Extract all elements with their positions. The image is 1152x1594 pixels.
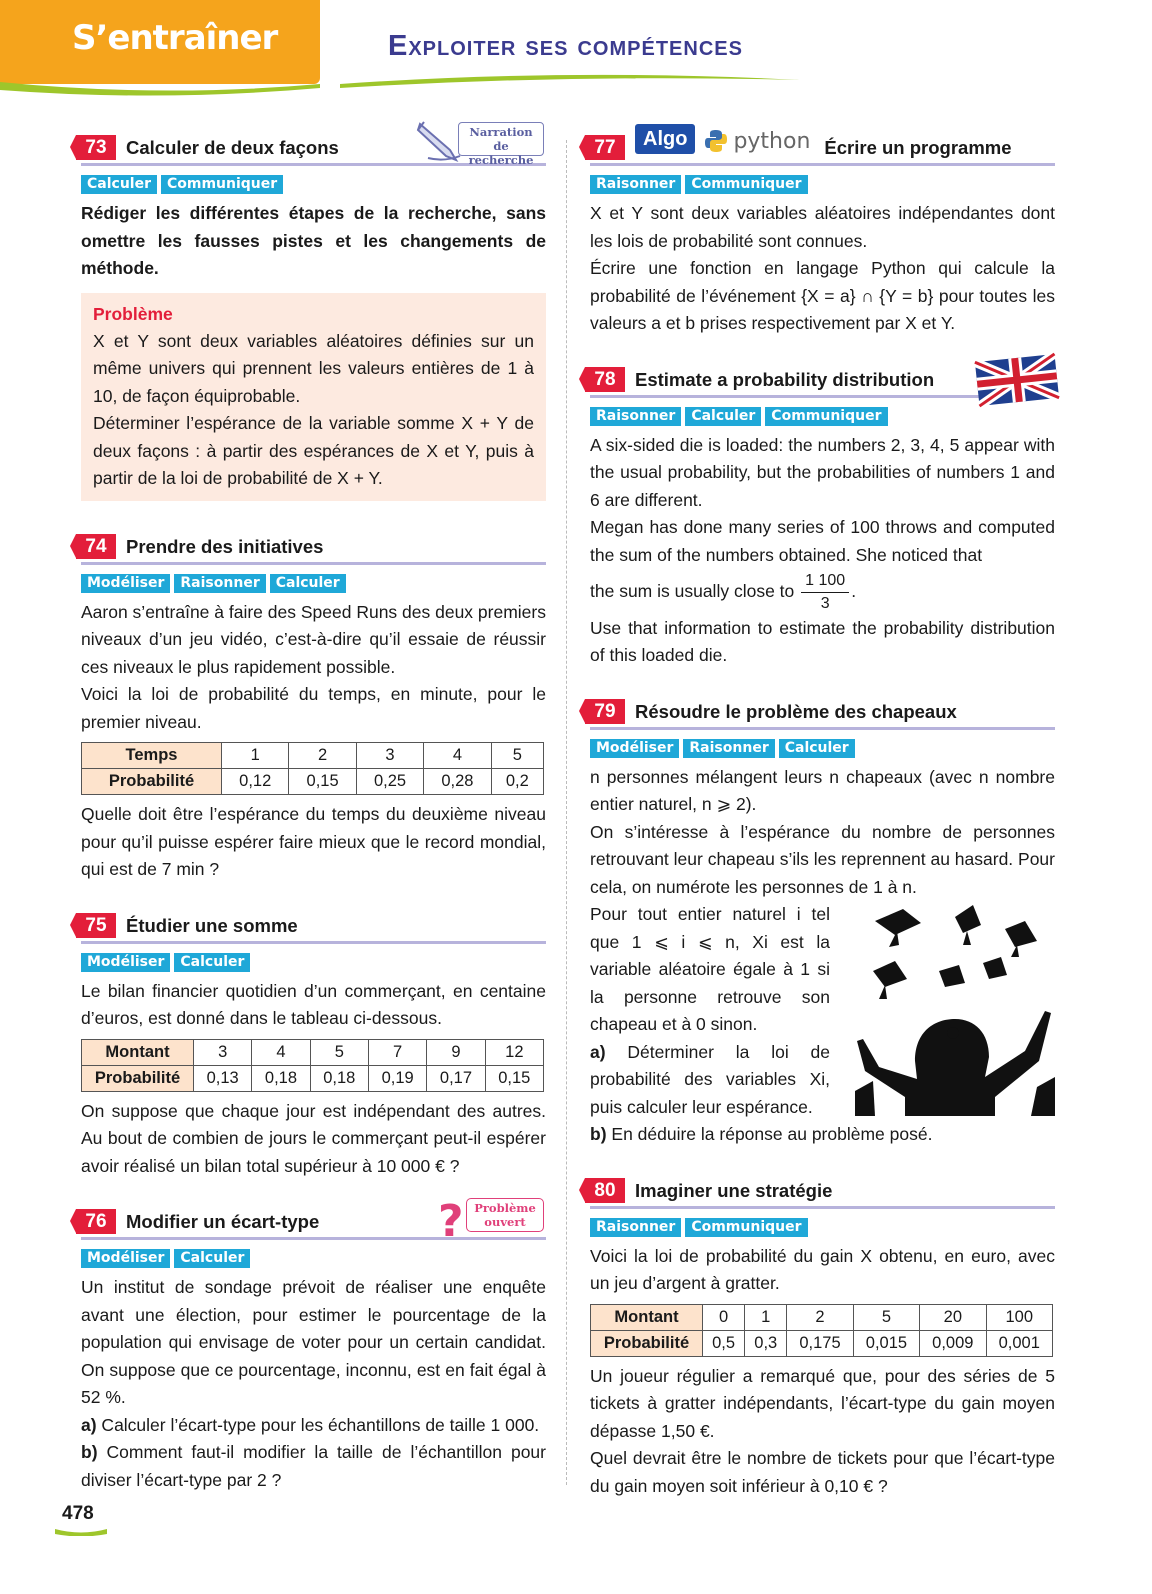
text-segment: the sum is usually close to [590,581,795,601]
open-problem-badge [434,1196,544,1247]
exercise-title: Imaginer une stratégie [635,1179,833,1201]
exercise-title: Étudier une somme [126,914,298,936]
skill-tag: Calculer [270,574,346,593]
skill-tags [590,175,1055,194]
table-cell: 0,2 [491,769,543,795]
exercise-title: Calculer de deux façons [126,137,339,158]
exercise-text: the sum is usually close to $\frac{1 100}{3}$ . [590,569,1055,615]
exercise-text: Le bilan financier quotidien d’un commerçant, en centaine d’euros, est donné dans le tableau ci-dessous. [81,980,546,1028]
badge-line: de recherche [468,139,534,167]
question-text: Calculer l’écart-type pour les échantillons de taille 1 000. [96,1414,540,1435]
skill-tags [81,574,546,593]
table-cell: 4 [252,1039,310,1065]
problem-title: Problème [93,303,173,324]
question-text: En déduire la réponse au problème posé. [606,1124,933,1145]
exercise-number: 79 [585,699,625,724]
fraction-numerator: 1 100 [801,570,849,593]
table-cell: 1 [222,743,289,769]
skill-tags [81,1249,546,1268]
skill-tag: Calculer [174,1249,250,1268]
skill-tags [590,407,1055,426]
exercise-text: Un joueur régulier a remarqué que, pour des séries de 5 tickets à gratter indépendants, l’écart-type du gain moyen dépasse 1,50 €. [590,1365,1055,1441]
skill-tag: Communiquer [685,1218,807,1237]
narration-badge [414,122,544,166]
open-problem-badge-label [466,1198,544,1232]
table-cell: 0,17 [427,1065,485,1091]
exercise-question: Quelle doit être l’espérance du temps du deuxième niveau pour qu’il puisse espérer faire mieux que le record mondial, qui est de 7 min ? [81,804,546,879]
page-number: 478 [62,1503,94,1524]
question-b [81,1439,546,1494]
table-cell: 0,18 [252,1065,310,1091]
table-cell: 1 [745,1304,787,1330]
table-cell: 12 [485,1039,543,1065]
question-label: b) [590,1124,607,1145]
exercise-75 [81,906,546,1181]
hats-section [590,901,1055,1121]
python-icon [703,128,729,154]
probability-table [81,742,544,795]
exercise-text: Pour tout entier naturel i tel que 1 ⩽ i ⩽ n, Xi est la variable aléatoire égale à 1 si la personne retrouve son chapeau et à 0 sinon. [590,904,830,1035]
question-text: Déterminer la loi de probabilité des variables Xi, puis calculer leur espérance. [590,1041,830,1117]
probability-table [81,1039,544,1092]
skill-tag: Modéliser [81,1249,170,1268]
table-cell: 0 [703,1304,745,1330]
skill-tag: Communiquer [685,175,807,194]
exercise-text: Voici la loi de probabilité du temps, en minute, pour le premier niveau. [81,684,546,732]
question-label: a) [81,1414,97,1435]
badge-line: ouvert [484,1215,526,1229]
exercise-text: Megan has done many series of 100 throws and computed the sum of the numbers obtained. She noticed that [590,517,1055,565]
skill-tag: Modéliser [590,739,679,758]
python-logo [703,128,810,154]
exercise-text: Voici la loi de probabilité du gain X obtenu, en euro, avec un jeu d’argent à gratter. [590,1245,1055,1294]
algo-badge: Algo [635,124,695,154]
table-row [82,769,544,795]
question-text: Comment faut-il modifier la taille de l’échantillon pour diviser l’écart-type par 2 ? [81,1442,546,1490]
table-header-cell: Probabilité [591,1330,703,1356]
table-cell: 0,28 [424,769,491,795]
exercise-text: Écrire une fonction en langage Python qui calcule la probabilité de l’événement {X = a} ∩ {Y = b} pour toutes les valeurs a et b prises respectivement par X et Y. [590,258,1055,333]
exercise-80 [590,1171,1055,1501]
exercise-title: Prendre des initiatives [126,535,324,557]
exercise-instruction: Rédiger les différentes étapes de la recherche, sans omettre les fausses pistes et les changements de méthode. [81,203,546,278]
exercise-74 [81,527,546,884]
table-cell: 20 [920,1304,986,1330]
table-cell: 2 [289,743,356,769]
exercise-text: Un institut de sondage prévoit de réaliser une enquête avant une élection, pour estimer le pourcentage de la population qui envisage de voter pour un certain candidat. On suppose que ce pourcentage, inconnu, est en fait égal à 52 %. [81,1277,546,1407]
exercise-title: Écrire un programme [824,137,1012,158]
table-cell: 0,5 [703,1330,745,1356]
probability-table [590,1304,1053,1357]
fraction [801,570,849,615]
skill-tag: Calculer [779,739,855,758]
table-cell: 0,18 [310,1065,368,1091]
exercise-76 [81,1196,546,1494]
skill-tag: Calculer [81,175,157,194]
exercise-header [81,906,546,944]
skill-tag: Calculer [174,953,250,972]
table-cell: 0,175 [787,1330,853,1356]
question-a [81,1412,546,1440]
table-cell: 0,12 [222,769,289,795]
skill-tags [81,175,546,194]
table-cell: 0,15 [289,769,356,795]
question-b [590,1121,1055,1149]
exercise-79 [590,692,1055,1149]
column-divider [566,140,567,1485]
exercise-header [590,1171,1055,1209]
exercise-header [81,1196,546,1247]
exercise-77 [590,128,1055,338]
exercise-title: Résoudre le problème des chapeaux [635,700,957,722]
table-cell: 0,15 [485,1065,543,1091]
uk-flag-icon [973,352,1061,408]
python-label: python [733,128,811,154]
exercise-number: 77 [585,135,625,160]
section-banner-label: S’entraîner [72,18,278,58]
problem-text: X et Y sont deux variables aléatoires définies sur un même univers qui prennent les valeurs entières de 1 à 10, de façon équiprobable. [93,330,534,406]
exercise-number: 76 [76,1209,116,1234]
skill-tag: Raisonner [590,1218,681,1237]
table-header-cell: Montant [591,1304,703,1330]
exercise-question: On suppose que chaque jour est indépendant des autres. Au bout de combien de jours le commerçant peut-il espérer avoir réalisé un bilan total supérieur à 10 000 € ? [81,1100,546,1176]
table-cell: 0,19 [368,1065,426,1091]
question-label: b) [81,1442,98,1462]
skill-tags [81,953,546,972]
title-swoosh-decoration [340,66,800,90]
skill-tag: Raisonner [590,407,681,426]
exercise-text: Aaron s’entraîne à faire des Speed Runs des deux premiers niveaux d’un jeu vidéo, c’est-à-dire qu’il essaie de réussir ces niveaux le plus rapidement possible. [81,601,546,677]
table-header-cell: Montant [82,1039,194,1065]
problem-box [81,293,546,501]
exercise-text: n personnes mélangent leurs n chapeaux (avec n nombre entier naturel, n ⩾ 2). [590,766,1055,815]
exercise-number: 78 [585,367,625,392]
question-label: a) [590,1041,606,1062]
exercise-title: Modifier un écart-type [126,1211,320,1232]
question-mark-icon: ? [438,1196,464,1247]
section-banner [0,0,320,84]
table-cell: 0,3 [745,1330,787,1356]
graduation-hats-illustration [855,901,1055,1116]
exercise-number: 80 [585,1178,625,1203]
table-header-cell: Probabilité [82,1065,194,1091]
exercise-78 [590,360,1055,670]
skill-tag: Communiquer [765,407,887,426]
exercise-title: Estimate a probability distribution [635,368,935,390]
table-header-cell: Temps [82,743,222,769]
badge-line: Problème [474,1201,536,1215]
table-cell: 0,25 [356,769,423,795]
skill-tag: Communiquer [161,175,283,194]
narration-badge-label [458,122,544,167]
skill-tag: Modéliser [81,953,170,972]
banner-underline-decoration [0,78,320,96]
right-column [590,128,1055,1522]
exercise-question: Use that information to estimate the probability distribution of this loaded die. [590,617,1055,666]
skill-tag: Raisonner [174,574,265,593]
table-cell: 0,13 [194,1065,252,1091]
exercise-73 [81,125,546,501]
exercise-question: Quel devrait être le nombre de tickets pour que l’écart-type du gain moyen soit inférieur à 0,10 € ? [590,1448,1055,1496]
table-cell: 5 [310,1039,368,1065]
skill-tag: Calculer [685,407,761,426]
table-row [591,1330,1053,1356]
exercise-header [590,360,1055,398]
table-cell: 2 [787,1304,853,1330]
skill-tag: Modéliser [81,574,170,593]
table-cell: 5 [853,1304,919,1330]
page-number-underline [55,1527,107,1536]
table-row [82,1039,544,1065]
exercise-text: On s’intéresse à l’espérance du nombre de personnes retrouvant leur chapeau s’ils les reprennent au hasard. Pour cela, on numérote les personnes de 1 à n. [590,821,1055,897]
exercise-text: A six-sided die is loaded: the numbers 2, 3, 4, 5 appear with the usual probability, but the probabilities of numbers 1 and 6 are different. [590,434,1055,510]
table-cell: 0,001 [986,1330,1052,1356]
skill-tag: Raisonner [590,175,681,194]
exercise-header [590,128,1055,166]
table-row [591,1304,1053,1330]
table-cell: 7 [368,1039,426,1065]
exercise-number: 73 [76,135,116,160]
exercise-number: 74 [76,534,116,559]
exercise-number: 75 [76,913,116,938]
exercise-header [81,527,546,565]
table-cell: 0,015 [853,1330,919,1356]
table-cell: 3 [194,1039,252,1065]
table-cell: 3 [356,743,423,769]
badge-line: Narration [469,125,533,139]
table-cell: 9 [427,1039,485,1065]
table-row [82,1065,544,1091]
skill-tag: Raisonner [683,739,774,758]
pencil-icon [414,118,464,164]
left-column [81,125,546,1516]
exercise-header [590,692,1055,730]
table-cell: 5 [491,743,543,769]
exercise-text: X et Y sont deux variables aléatoires indépendantes dont les lois de probabilité sont connues. [590,203,1055,251]
table-row [82,743,544,769]
table-cell: 100 [986,1304,1052,1330]
skill-tags [590,739,1055,758]
table-cell: 4 [424,743,491,769]
question-a [590,1039,830,1122]
table-header-cell: Probabilité [82,769,222,795]
page-title: Exploiter ses compétences [388,30,743,62]
fraction-denominator: 3 [820,594,830,612]
problem-text: Déterminer l’espérance de la variable somme X + Y de deux façons : à partir des espérances de X et Y, puis à partir de la loi de probabilité de X + Y. [93,413,534,488]
wrapped-text [590,901,830,1121]
table-cell: 0,009 [920,1330,986,1356]
skill-tags [590,1218,1055,1237]
exercise-header [81,125,546,167]
